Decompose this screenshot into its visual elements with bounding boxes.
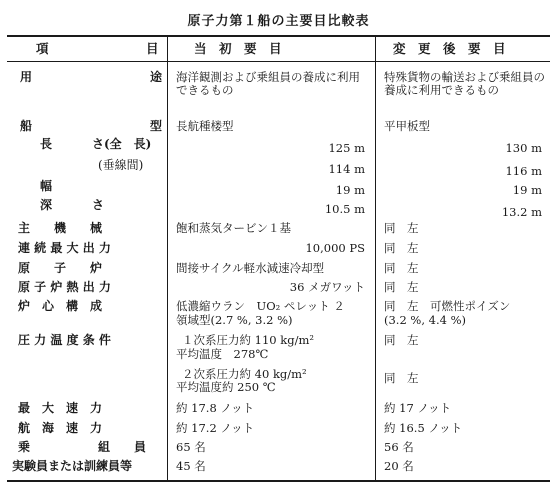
label-pressure-temp: 圧 力 温 度 条 件 — [18, 333, 111, 347]
hull-changed: 平甲板型 — [384, 119, 430, 133]
breadth-changed: 19 m — [512, 183, 542, 197]
crew-initial: 65 名 — [176, 440, 206, 454]
secondary-temp: 平均温度約 250 ℃ — [176, 380, 276, 394]
cruise-speed-initial: 約 17.2 ノット — [176, 421, 255, 435]
max-output-changed: 同 左 — [384, 241, 419, 255]
label-max-output: 連 続 最 大 出 力 — [18, 241, 111, 255]
crew-changed: 56 名 — [384, 440, 414, 454]
label-length-right: さ(全 長) — [92, 137, 152, 151]
purpose-initial: 海洋観測および乗組員の養成に利用できるもの — [176, 70, 360, 97]
label-cruise-speed: 航 海 速 力 — [18, 421, 103, 435]
label-trainees: 実験員または訓練員等 — [12, 459, 133, 473]
core-changed-line2: (3.2 %, 4.4 %) — [384, 313, 467, 327]
trainees-initial: 45 名 — [176, 459, 206, 473]
label-core: 炉 心 構 成 — [18, 299, 103, 313]
label-max-speed: 最 大 速 力 — [18, 401, 103, 415]
thermal-output-changed: 同 左 — [384, 280, 419, 294]
length-overall-changed: 130 m — [505, 141, 542, 155]
max-output-initial: 10,000 PS — [305, 241, 365, 255]
label-purpose-right: 途 — [150, 70, 163, 84]
core-changed-line1: 同 左 可燃性ポイズン — [384, 299, 511, 313]
label-hull-right: 型 — [150, 119, 163, 133]
label-length-pp: (垂線間) — [98, 158, 144, 172]
label-length-left: 長 — [40, 137, 53, 151]
primary-changed: 同 左 — [384, 333, 419, 347]
header-rule — [7, 61, 550, 62]
depth-changed: 13.2 m — [501, 205, 542, 219]
depth-initial: 10.5 m — [324, 202, 365, 216]
column-divider-1 — [167, 36, 168, 481]
top-rule — [7, 35, 550, 37]
main-engine-initial: 飽和蒸気タービン１基 — [176, 221, 291, 235]
trainees-changed: 20 名 — [384, 459, 414, 473]
table-title: 原子力第１船の主要目比較表 — [187, 14, 370, 29]
primary-temp: 平均温度 278℃ — [176, 347, 269, 361]
bottom-rule — [7, 480, 550, 482]
length-pp-initial: 114 m — [328, 162, 365, 176]
cruise-speed-changed: 約 16.5 ノット — [384, 421, 463, 435]
reactor-changed: 同 左 — [384, 261, 419, 275]
core-initial-line2: 領域型(2.7 %, 3.2 %) — [176, 313, 293, 327]
max-speed-initial: 約 17.8 ノット — [176, 401, 255, 415]
breadth-initial: 19 m — [335, 183, 365, 197]
label-reactor: 原 子 炉 — [18, 261, 103, 275]
header-item-left: 項 — [36, 41, 49, 56]
label-hull-left: 船 — [20, 119, 33, 133]
max-speed-changed: 約 17 ノット — [384, 401, 452, 415]
label-crew-left: 乗 — [18, 440, 31, 454]
label-purpose-left: 用 — [20, 70, 33, 84]
primary-pressure: １次系圧力約 110 kg/m² — [182, 333, 314, 347]
length-pp-changed: 116 m — [505, 164, 542, 178]
reactor-initial: 間接サイクル軽水減速冷却型 — [176, 261, 325, 275]
header-initial: 当 初 要 目 — [194, 41, 282, 56]
label-thermal-output: 原 子 炉 熱 出 力 — [18, 280, 111, 294]
core-initial-line1: 低濃縮ウラン UO₂ ペレット ２ — [176, 299, 345, 313]
column-divider-2 — [375, 36, 376, 481]
secondary-changed: 同 左 — [384, 371, 419, 385]
label-depth-right: さ — [92, 198, 105, 212]
main-engine-changed: 同 左 — [384, 221, 419, 235]
secondary-pressure: ２次系圧力約 40 kg/m² — [182, 367, 307, 381]
header-item-right: 目 — [146, 41, 159, 56]
label-main-engine: 主 機 械 — [18, 221, 103, 235]
label-breadth: 幅 — [40, 179, 53, 193]
purpose-changed: 特殊貨物の輸送および乗組員の養成に利用できるもの — [384, 70, 545, 97]
length-overall-initial: 125 m — [328, 141, 365, 155]
header-changed: 変 更 後 要 目 — [393, 41, 506, 56]
label-crew-right: 組 員 — [98, 440, 147, 454]
thermal-output-initial: 36 メガワット — [289, 280, 365, 294]
hull-initial: 長航種楼型 — [176, 119, 234, 133]
label-depth-left: 深 — [40, 198, 53, 212]
